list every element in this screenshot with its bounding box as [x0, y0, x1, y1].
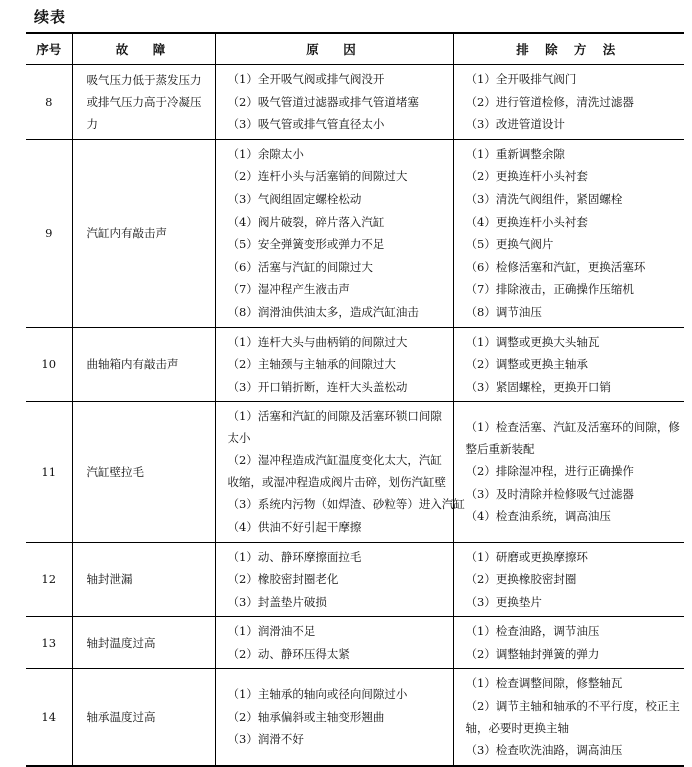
- row-number: 10: [26, 327, 72, 402]
- remedy-item: （3）及时清除并检修吸气过滤器: [465, 486, 634, 501]
- remedy-item: （2）排除湿冲程，进行正确操作: [465, 464, 634, 479]
- remedy-item: （4）检查油系统，调高油压: [465, 509, 611, 524]
- cause-item: （7）湿冲程产生液击声: [227, 282, 350, 297]
- cause-item: （1）全开吸气阀或排气阀没开: [227, 72, 385, 86]
- cause-cell: [215, 65, 453, 140]
- remedy-cell: [453, 402, 684, 542]
- table-row: [26, 542, 684, 617]
- remedy-cell: [453, 327, 684, 402]
- cause-cell: [215, 402, 465, 542]
- remedy-item: （3）检查吹洗油路，调高油压: [465, 743, 623, 758]
- remedy-item: （6）检修活塞和汽缸，更换活塞环: [465, 259, 646, 274]
- table-row: [26, 402, 684, 542]
- remedy-item: （8）调节油压: [465, 304, 542, 319]
- fault-cell: 汽缸内有敲击声: [72, 139, 215, 327]
- table-row: [26, 65, 684, 140]
- row-number: 8: [26, 65, 72, 140]
- remedy-item: （3）清洗气阀组件，紧固螺栓: [465, 191, 623, 206]
- remedy-item: （2）调整或更换主轴承: [465, 357, 588, 372]
- remedy-item: （1）研磨或更换摩擦环: [465, 549, 588, 564]
- fault-cell: 轴承温度过高: [72, 669, 215, 766]
- remedy-item: （1）检查活塞、汽缸及活塞环的间隙，修整后重新装配: [465, 420, 680, 457]
- row-number: 14: [26, 669, 72, 766]
- cause-item: （2）轴承偏斜或主轴变形翘曲: [227, 709, 385, 724]
- cause-cell: [215, 542, 453, 617]
- cause-item: （2）湿冲程造成汽缸温度变化太大，汽缸收缩，或湿冲程造成阀片击碎，划伤汽缸壁: [227, 453, 446, 490]
- cause-item: （3）开口销折断，连杆大头盖松动: [227, 379, 408, 394]
- fault-cell: 曲轴箱内有敲击声: [72, 327, 215, 402]
- cause-item: （3）封盖垫片破损: [227, 594, 327, 609]
- remedy-item: （5）更换气阀片: [465, 237, 554, 252]
- table-row: [26, 669, 684, 766]
- cause-item: （3）吸气管或排气管直径太小: [227, 117, 385, 132]
- remedy-item: （2）更换连杆小头衬套: [465, 169, 588, 184]
- row-number: 11: [26, 402, 72, 542]
- remedy-item: （3）改进管道设计: [465, 117, 565, 132]
- remedy-item: （1）调整或更换大头轴瓦: [465, 334, 600, 349]
- table-header-row: [26, 33, 684, 65]
- remedy-cell: [453, 617, 684, 669]
- cause-cell: [215, 139, 453, 327]
- fault-cell: 吸气压力低于蒸发压力或排气压力高于冷凝压力: [72, 65, 215, 140]
- remedy-item: （2）更换橡胶密封圈: [465, 572, 577, 587]
- cause-item: （3）润滑不好: [227, 732, 304, 747]
- remedy-cell: [453, 139, 684, 327]
- cause-item: （2）主轴颈与主轴承的间隙过大: [227, 357, 396, 372]
- cause-item: （2）吸气管道过滤器或排气管道堵塞: [227, 94, 419, 109]
- remedy-item: （2）调整轴封弹簧的弹力: [465, 646, 600, 661]
- cause-item: （1）活塞和汽缸的间隙及活塞环锁口间隙太小: [227, 409, 442, 446]
- cause-cell: [215, 327, 453, 402]
- table-row: [26, 617, 684, 669]
- fault-cell: 汽缸壁拉毛: [72, 402, 215, 542]
- header-no: 序号: [26, 33, 72, 65]
- cause-cell: [215, 669, 453, 766]
- remedy-item: （1）重新调整余隙: [465, 146, 565, 161]
- row-number: 13: [26, 617, 72, 669]
- cause-item: （4）阀片破裂，碎片落入汽缸: [227, 214, 385, 229]
- remedy-item: （7）排除液击，正确操作压缩机: [465, 282, 634, 297]
- cause-item: （4）供油不好引起干摩擦: [227, 519, 362, 534]
- remedy-item: （3）更换垫片: [465, 594, 542, 609]
- cause-item: （6）活塞与汽缸的间隙过大: [227, 259, 373, 274]
- cause-item: （1）润滑油不足: [227, 624, 316, 639]
- header-remedy: 排 除 方 法: [453, 33, 684, 65]
- cause-item: （8）润滑油供油太多，造成汽缸油击: [227, 304, 419, 319]
- cause-item: （2）橡胶密封圈老化: [227, 572, 339, 587]
- remedy-cell: [453, 542, 684, 617]
- cause-item: （1）连杆大头与曲柄销的间隙过大: [227, 334, 408, 349]
- cause-item: （3）气阀组固定螺栓松动: [227, 191, 362, 206]
- remedy-cell: [453, 65, 684, 140]
- cause-cell: [215, 617, 453, 669]
- cause-item: （1）余隙太小: [227, 146, 304, 161]
- remedy-item: （2）进行管道检修，清洗过滤器: [465, 94, 634, 109]
- cause-item: （2）连杆小头与活塞销的间隙过大: [227, 169, 408, 184]
- cause-item: （2）动、静环压得太紧: [227, 646, 350, 661]
- row-number: 9: [26, 139, 72, 327]
- cause-item: （1）主轴承的轴向或径向间隙过小: [227, 687, 408, 702]
- header-fault: 故 障: [72, 33, 215, 65]
- cause-item: （3）系统内污物（如焊渣、砂粒等）进入汽缸: [227, 497, 465, 512]
- fault-table: [26, 32, 684, 767]
- remedy-item: （1）检查油路，调节油压: [465, 624, 600, 639]
- remedy-cell: [453, 669, 684, 766]
- remedy-item: （4）更换连杆小头衬套: [465, 214, 588, 229]
- row-number: 12: [26, 542, 72, 617]
- fault-cell: 轴封泄漏: [72, 542, 215, 617]
- table-caption: 续表: [34, 8, 67, 26]
- header-cause: 原 因: [215, 33, 453, 65]
- remedy-item: （1）检查调整间隙，修整轴瓦: [465, 676, 623, 691]
- cause-item: （1）动、静环摩擦面拉毛: [227, 549, 362, 564]
- fault-cell: 轴封温度过高: [72, 617, 215, 669]
- remedy-item: （1）全开吸排气阀门: [465, 72, 577, 86]
- cause-item: （5）安全弹簧变形或弹力不足: [227, 237, 385, 252]
- remedy-item: （3）紧固螺栓，更换开口销: [465, 379, 611, 394]
- table-row: [26, 139, 684, 327]
- table-row: [26, 327, 684, 402]
- remedy-item: （2）调节主轴和轴承的不平行度，校正主轴，必要时更换主轴: [465, 699, 680, 736]
